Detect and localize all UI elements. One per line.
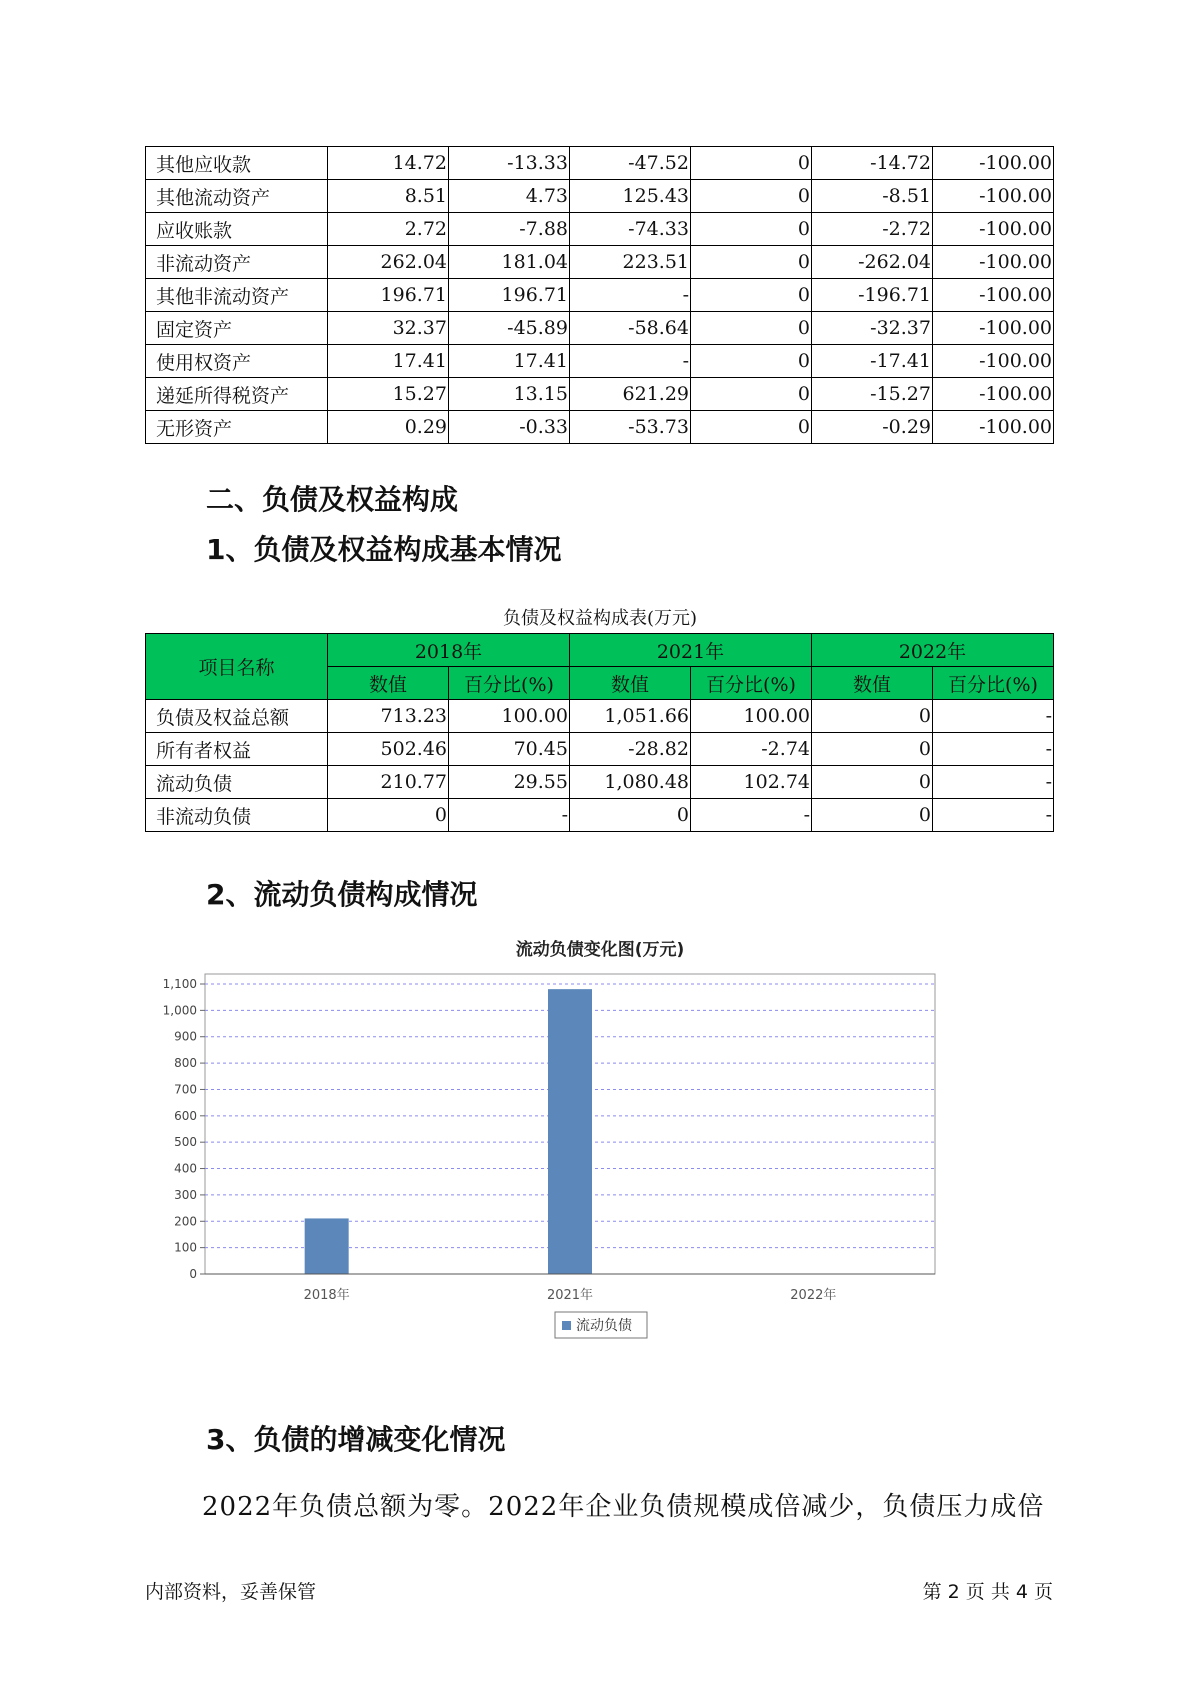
y-tick-label: 800	[174, 1056, 197, 1071]
cell-value: -	[933, 766, 1054, 799]
y-tick-label: 100	[174, 1240, 197, 1255]
y-tick-label: 700	[174, 1082, 197, 1097]
legend-label: 流动负债	[576, 1318, 632, 1334]
x-tick-label: 2022年	[790, 1288, 837, 1303]
table-row	[146, 213, 1054, 246]
subsection-heading-2: 2、流动负债构成情况	[206, 878, 478, 911]
cell-value: -	[933, 799, 1054, 832]
subsection-heading-3: 3、负债的增减变化情况	[206, 1423, 506, 1456]
cell-value: 15.27	[328, 378, 449, 411]
cell-value: -100.00	[933, 213, 1054, 246]
cell-value: -	[570, 345, 691, 378]
bar	[305, 1218, 349, 1274]
cell-value: -45.89	[449, 312, 570, 345]
cell-value: 196.71	[449, 279, 570, 312]
x-tick-label: 2021年	[546, 1288, 594, 1303]
cell-value: -100.00	[933, 246, 1054, 279]
cell-value: 1,080.48	[570, 766, 691, 799]
row-label: 负债及权益总额	[146, 700, 328, 733]
table-row	[146, 246, 1054, 279]
chart-title: 流动负债变化图(万元)	[515, 940, 685, 960]
table-row	[146, 312, 1054, 345]
cell-value: -2.72	[812, 213, 933, 246]
cell-value: -58.64	[570, 312, 691, 345]
asset-change-table	[145, 146, 1054, 444]
row-label: 使用权资产	[146, 345, 328, 378]
cell-value: -	[933, 700, 1054, 733]
x-tick-label: 2018年	[303, 1288, 350, 1303]
cell-value: 1,051.66	[570, 700, 691, 733]
cell-value: -	[449, 799, 570, 832]
table-row	[146, 733, 1054, 766]
row-label: 所有者权益	[146, 733, 328, 766]
row-label: 非流动资产	[146, 246, 328, 279]
cell-value: -13.33	[449, 147, 570, 180]
cell-value: 181.04	[449, 246, 570, 279]
cell-value: 8.51	[328, 180, 449, 213]
cell-value: 100.00	[449, 700, 570, 733]
row-label: 流动负债	[146, 766, 328, 799]
row-label: 应收账款	[146, 213, 328, 246]
cell-value: -0.33	[449, 411, 570, 444]
cell-value: 0	[570, 799, 691, 832]
cell-value: -14.72	[812, 147, 933, 180]
cell-value: 102.74	[691, 766, 812, 799]
cell-value: 0	[812, 799, 933, 832]
cell-value: 210.77	[328, 766, 449, 799]
cell-value: -	[570, 279, 691, 312]
cell-value: 0	[691, 378, 812, 411]
cell-value: -7.88	[449, 213, 570, 246]
current-liabilities-chart	[145, 930, 1055, 1390]
footer-page-number: 第 2 页 共 4 页	[922, 1581, 1053, 1603]
row-label: 固定资产	[146, 312, 328, 345]
cell-value: -0.29	[812, 411, 933, 444]
y-tick-label: 600	[174, 1108, 197, 1123]
row-label: 递延所得税资产	[146, 378, 328, 411]
cell-value: 0	[691, 312, 812, 345]
value-header: 数值	[570, 667, 691, 700]
cell-value: -32.37	[812, 312, 933, 345]
y-tick-label: 200	[174, 1214, 197, 1229]
cell-value: -100.00	[933, 378, 1054, 411]
cell-value: -15.27	[812, 378, 933, 411]
cell-value: 0	[691, 213, 812, 246]
cell-value: 100.00	[691, 700, 812, 733]
y-tick-label: 0	[189, 1267, 197, 1281]
row-label: 无形资产	[146, 411, 328, 444]
cell-value: 125.43	[570, 180, 691, 213]
y-tick-label: 1,000	[162, 1003, 197, 1018]
year-header: 2022年	[812, 634, 1054, 667]
cell-value: -100.00	[933, 312, 1054, 345]
value-header: 数值	[812, 667, 933, 700]
footer-confidential: 内部资料，妥善保管	[145, 1581, 317, 1603]
legend-swatch	[562, 1321, 571, 1330]
table-row	[146, 411, 1054, 444]
cell-value: 14.72	[328, 147, 449, 180]
cell-value: 0	[691, 279, 812, 312]
y-tick-label: 1,100	[162, 977, 197, 991]
cell-value: 29.55	[449, 766, 570, 799]
percent-header: 百分比(%)	[449, 667, 570, 700]
cell-value: 0	[691, 411, 812, 444]
table-row	[146, 279, 1054, 312]
cell-value: 17.41	[328, 345, 449, 378]
chart-legend	[555, 1312, 647, 1338]
body-paragraph: 2022年负债总额为零。2022年企业负债规模成倍减少，负债压力成倍	[202, 1492, 1045, 1522]
cell-value: -74.33	[570, 213, 691, 246]
cell-value: 0	[812, 700, 933, 733]
table-row	[146, 378, 1054, 411]
cell-value: -100.00	[933, 279, 1054, 312]
cell-value: 621.29	[570, 378, 691, 411]
y-tick-label: 900	[174, 1029, 197, 1044]
cell-value: -100.00	[933, 147, 1054, 180]
cell-value: -100.00	[933, 180, 1054, 213]
cell-value: 262.04	[328, 246, 449, 279]
table-row	[146, 345, 1054, 378]
row-label: 非流动负债	[146, 799, 328, 832]
cell-value: 0	[691, 246, 812, 279]
cell-value: 196.71	[328, 279, 449, 312]
percent-header: 百分比(%)	[691, 667, 812, 700]
cell-value: -28.82	[570, 733, 691, 766]
y-tick-label: 400	[174, 1161, 197, 1176]
cell-value: 713.23	[328, 700, 449, 733]
table-row	[146, 799, 1054, 832]
y-tick-label: 500	[174, 1135, 197, 1150]
cell-value: 0	[812, 766, 933, 799]
section-heading: 二、负债及权益构成	[206, 483, 459, 516]
cell-value: 70.45	[449, 733, 570, 766]
cell-value: 4.73	[449, 180, 570, 213]
year-header: 2018年	[328, 634, 570, 667]
cell-value: 0	[812, 733, 933, 766]
table-row	[146, 700, 1054, 733]
cell-value: 13.15	[449, 378, 570, 411]
cell-value: -	[691, 799, 812, 832]
cell-value: -47.52	[570, 147, 691, 180]
cell-value: -2.74	[691, 733, 812, 766]
cell-value: -53.73	[570, 411, 691, 444]
value-header: 数值	[328, 667, 449, 700]
table-row	[146, 147, 1054, 180]
cell-value: -100.00	[933, 345, 1054, 378]
cell-value: 502.46	[328, 733, 449, 766]
cell-value: 32.37	[328, 312, 449, 345]
cell-value: -100.00	[933, 411, 1054, 444]
cell-value: 0	[691, 147, 812, 180]
subsection-heading-1: 1、负债及权益构成基本情况	[206, 533, 562, 566]
table-caption: 负债及权益构成表(万元)	[502, 608, 698, 629]
y-tick-label: 300	[174, 1187, 197, 1202]
cell-value: 223.51	[570, 246, 691, 279]
item-name-header: 项目名称	[146, 634, 328, 700]
row-label: 其他流动资产	[146, 180, 328, 213]
cell-value: -262.04	[812, 246, 933, 279]
cell-value: 2.72	[328, 213, 449, 246]
table-row	[146, 766, 1054, 799]
percent-header: 百分比(%)	[933, 667, 1054, 700]
cell-value: -17.41	[812, 345, 933, 378]
table-row	[146, 180, 1054, 213]
cell-value: -8.51	[812, 180, 933, 213]
bar	[548, 989, 592, 1274]
cell-value: 0.29	[328, 411, 449, 444]
cell-value: -	[933, 733, 1054, 766]
row-label: 其他应收款	[146, 147, 328, 180]
liability-equity-table	[145, 633, 1054, 832]
cell-value: 0	[691, 345, 812, 378]
cell-value: 0	[691, 180, 812, 213]
row-label: 其他非流动资产	[146, 279, 328, 312]
year-header: 2021年	[570, 634, 812, 667]
cell-value: 17.41	[449, 345, 570, 378]
cell-value: -196.71	[812, 279, 933, 312]
cell-value: 0	[328, 799, 449, 832]
